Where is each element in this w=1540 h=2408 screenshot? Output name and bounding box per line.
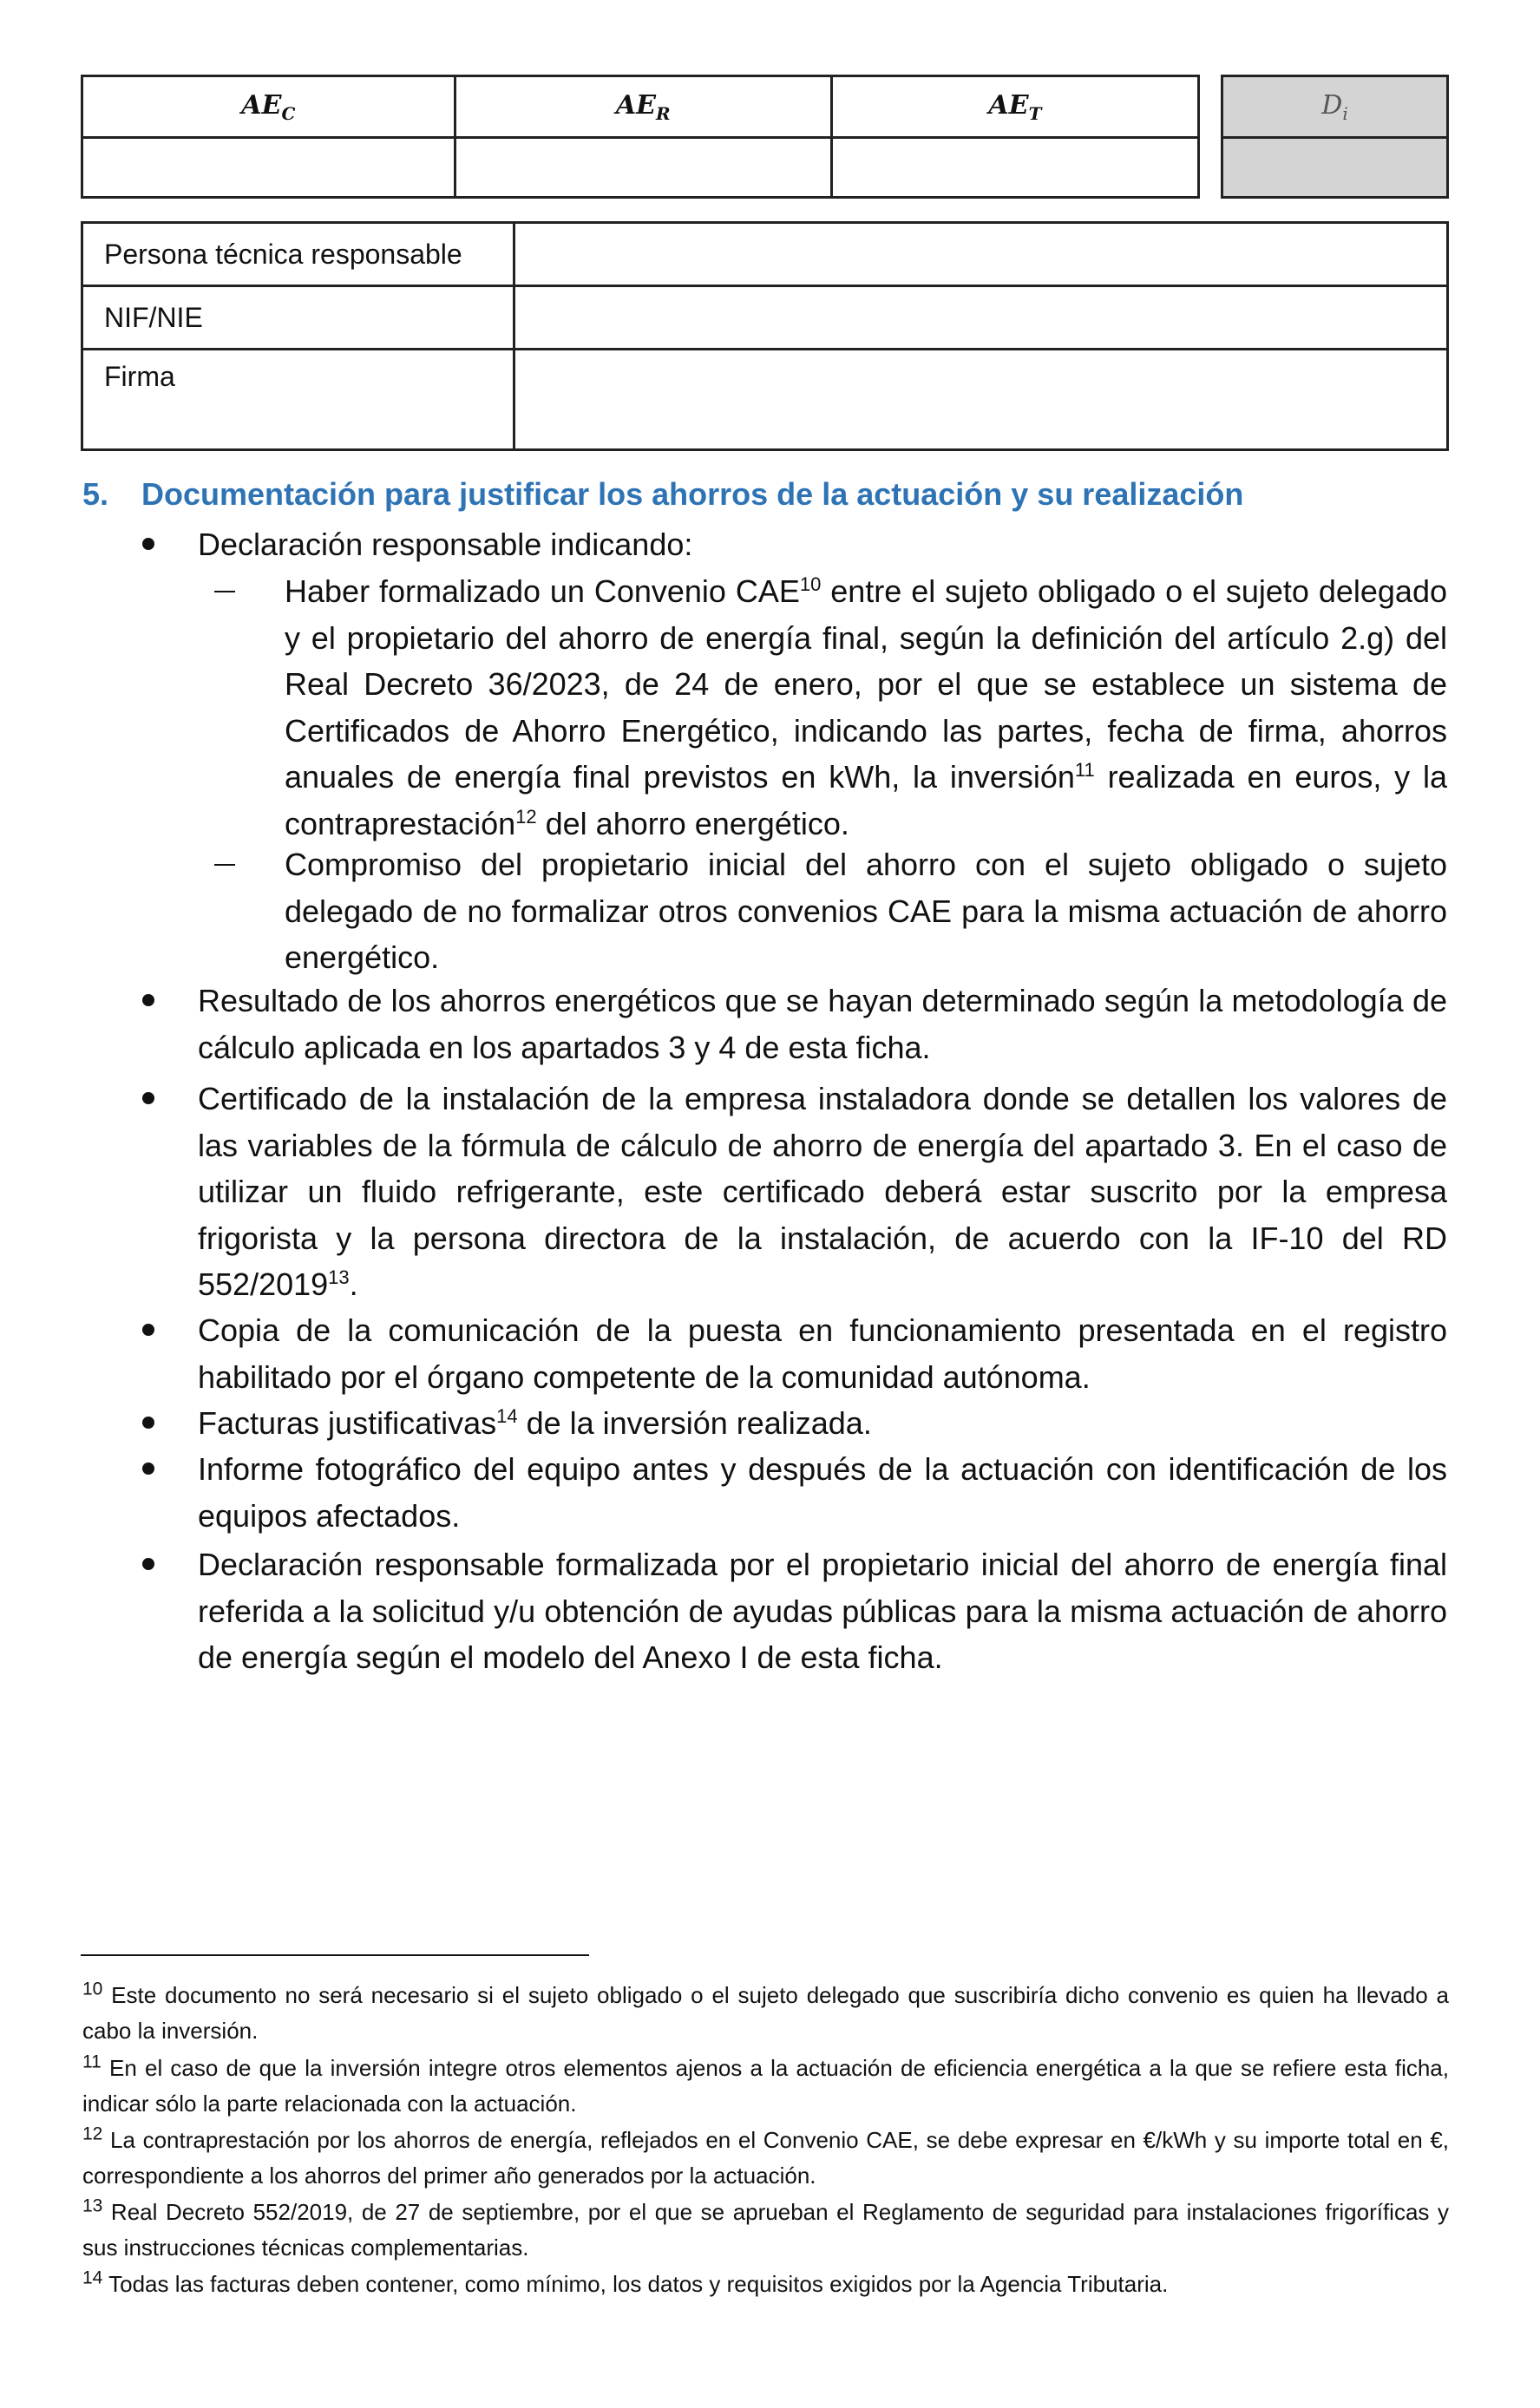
section-number: 5. (82, 476, 109, 512)
bullet-copia: Copia de la comunicación de la puesta en funcionamiento presentada en el registro habilitado por el órgano competente de la comunidad autónoma. (198, 1312, 1447, 1395)
bullet-icon (142, 1324, 154, 1336)
dash-item-convenio: Haber formalizado un Convenio CAE$^{10}$ entre el sujeto obligado o el sujeto delegado y el propietario del ahorro de energía final, según la definición del artículo 2.g) del Real Decreto 36/2023, de 24 de enero, por el que se establece un sistema de Certificados de Ahorro Energético, indicando las partes, fecha de firma, ahorros anuales de energía final previstos en kWh, la inversión$^{11}$ realizada en euros, y la contraprestación$^{12}$ del ahorro energético. (285, 573, 1447, 841)
footnote-10: $^{10}$ Este documento no será necesario si el sujeto obligado o el sujeto delegado que suscribiría dicho convenio es quien ha llevado a cabo la inversión. (82, 1979, 1449, 2044)
di-header: $D_i$ (1222, 76, 1448, 138)
ae-t-value-cell[interactable] (831, 138, 1198, 198)
dash-icon (214, 864, 235, 866)
bullet-declaration: Declaración responsable indicando: (198, 527, 693, 562)
bullet-resultado: Resultado de los ahorros energéticos que se hayan determinado según la metodología de cálculo aplicada en los apartados 3 y 4 de esta ficha. (198, 983, 1447, 1065)
di-table (1221, 75, 1449, 199)
footnote-13: $^{13}$ Real Decreto 552/2019, de 27 de septiembre, por el que se aprueban el Reglamento de seguridad para instalaciones frigoríficas y sus instrucciones técnicas complementarias. (82, 2195, 1449, 2261)
bullet-icon (142, 1417, 154, 1429)
ae-c-value-cell[interactable] (82, 138, 455, 198)
ae-r-value-cell[interactable] (455, 138, 831, 198)
ae-r-header: $AE_R$ (455, 76, 831, 138)
dash-item-compromiso: Compromiso del propietario inicial del ahorro con el sujeto obligado o sujeto delegado de no formalizar otros convenios CAE para la misma actuación de ahorro energético. (285, 847, 1447, 975)
footnote-12: $^{12}$ La contraprestación por los ahorros de energía, reflejados en el Convenio CAE, se debe expresar en €/kWh y su importe total en €, correspondiente a los ahorros del primer año generados por la actuación. (82, 2123, 1449, 2189)
bullet-icon (142, 994, 154, 1006)
ae-c-header: $AE_C$ (82, 76, 455, 138)
bullet-facturas: Facturas justificativas$^{14}$ de la inversión realizada. (198, 1405, 872, 1441)
person-value-cell[interactable] (514, 223, 1448, 286)
ae-header-row (82, 76, 1199, 138)
ae-t-header: $AE_T$ (831, 76, 1198, 138)
bullet-informe: Informe fotográfico del equipo antes y después de la actuación con identificación de los equipos afectados. (198, 1451, 1447, 1534)
footnote-14: $^{14}$ Todas las facturas deben contener, como mínimo, los datos y requisitos exigidos por la Agencia Tributaria. (82, 2267, 1169, 2297)
section-title: Documentación para justificar los ahorros de la actuación y su realización (141, 476, 1244, 512)
nif-value-cell[interactable] (514, 286, 1448, 350)
bullet-declaracion-ayudas: Declaración responsable formalizada por el propietario inicial del ahorro de energía final referida a la solicitud y/u obtención de ayudas públicas para la misma actuación de ahorro de energía según el modelo del Anexo I de esta ficha. (198, 1547, 1447, 1675)
ae-value-row (82, 138, 1199, 198)
bullet-icon (142, 1558, 154, 1570)
dash-icon (214, 591, 235, 592)
nif-label: NIF/NIE (82, 286, 514, 350)
bullet-icon (142, 538, 154, 550)
responsible-person-table (81, 221, 1449, 451)
section-heading (82, 476, 1453, 513)
bullet-icon (142, 1092, 154, 1104)
signature-label: Firma (82, 350, 514, 450)
person-label: Persona técnica responsable (82, 223, 514, 286)
footnote-separator (81, 1954, 589, 1956)
ae-table (81, 75, 1200, 199)
bullet-certificado: Certificado de la instalación de la empresa instaladora donde se detallen los valores de las variables de la fórmula de cálculo de ahorro de energía del apartado 3. En el caso de utilizar un fluido refrigerante, este certificado deberá estar suscrito por la empresa frigorista y la persona directora de la instalación, de acuerdo con la IF-10 del RD 552/2019$^{13}$. (198, 1081, 1447, 1302)
di-value-cell[interactable] (1222, 138, 1448, 198)
footnote-11: $^{11}$ En el caso de que la inversión integre otros elementos ajenos a la actuación de eficiencia energética a la que se refiere esta ficha, indicar sólo la parte relacionada con la actuación. (82, 2051, 1449, 2117)
signature-value-cell[interactable] (514, 350, 1448, 450)
bullet-icon (142, 1462, 154, 1475)
